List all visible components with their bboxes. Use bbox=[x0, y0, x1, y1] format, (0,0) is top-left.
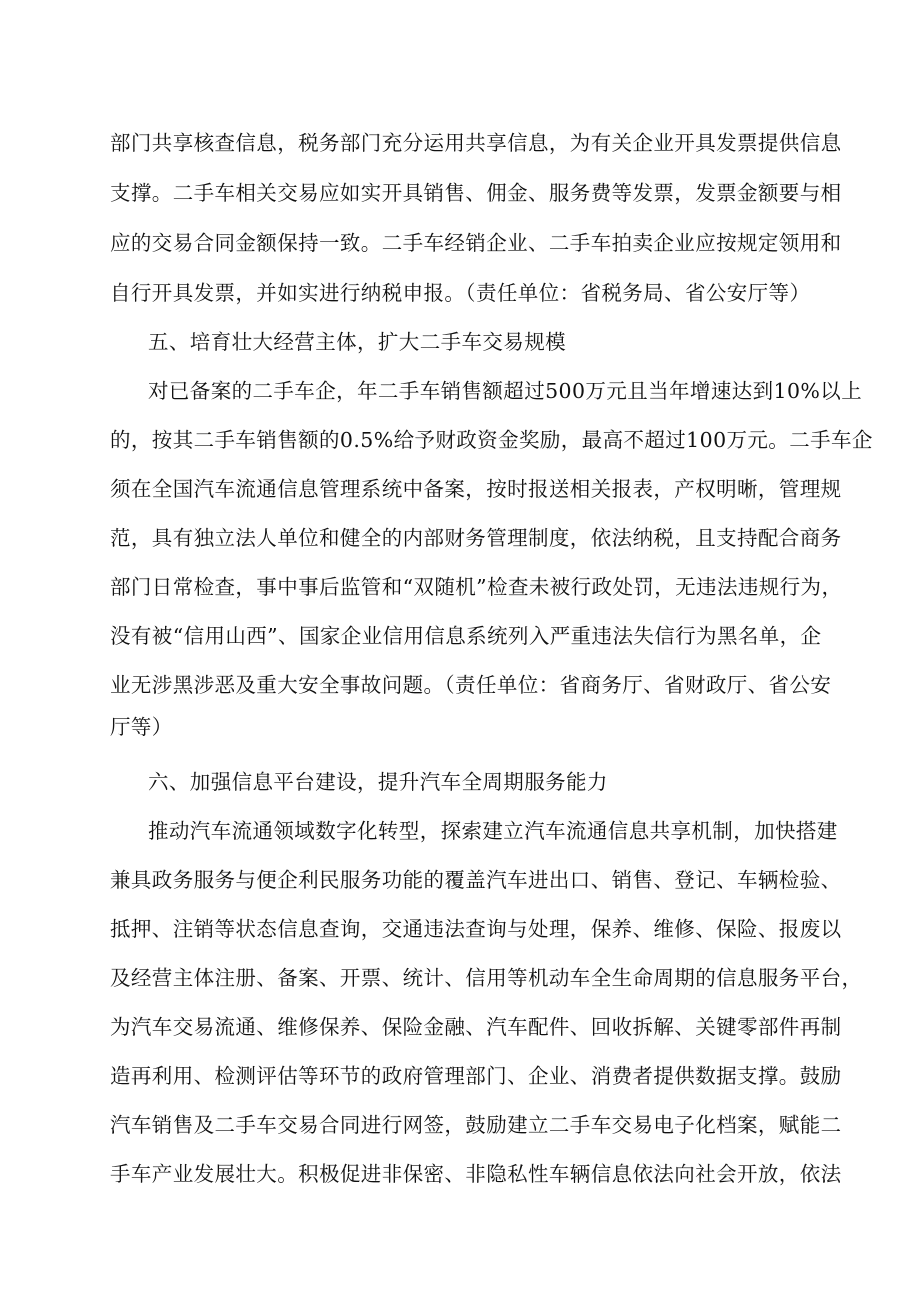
paragraph-2-line-2: 的，按其二手车销售额的0.5%给予财政资金奖励，最高不超过100万元。二手车企 bbox=[110, 428, 873, 452]
paragraph-2-line-8: 厅等） bbox=[110, 715, 173, 739]
paragraph-2-line-4: 范，具有独立法人单位和健全的内部财务管理制度，依法纳税，且支持配合商务 bbox=[110, 526, 842, 550]
paragraph-3-line-6: 造再利用、检测评估等环节的政府管理部门、企业、消费者提供数据支撑。鼓励 bbox=[110, 1064, 842, 1088]
paragraph-3-line-8: 手车产业发展壮大。积极促进非保密、非隐私性车辆信息依法向社会开放，依法 bbox=[110, 1162, 842, 1186]
section-heading-5: 五、培育壮大经营主体，扩大二手车交易规模 bbox=[148, 330, 566, 354]
paragraph-2-line-6: 没有被“信用山西”、国家企业信用信息系统列入严重违法失信行为黑名单，企 bbox=[110, 624, 822, 648]
paragraph-2-line-1: 对已备案的二手车企，年二手车销售额超过500万元且当年增速达到10%以上 bbox=[148, 379, 863, 403]
paragraph-2-line-3: 须在全国汽车流通信息管理系统中备案，按时报送相关报表，产权明晰，管理规 bbox=[110, 477, 842, 501]
paragraph-3-line-7: 汽车销售及二手车交易合同进行网签，鼓励建立二手车交易电子化档案，赋能二 bbox=[110, 1113, 842, 1137]
paragraph-2-line-5: 部门日常检查，事中事后监管和“双随机”检查未被行政处罚，无违法违规行为， bbox=[110, 575, 843, 599]
paragraph-2-line-7: 业无涉黑涉恶及重大安全事故问题。（责任单位：省商务厅、省财政厅、省公安 bbox=[110, 673, 832, 697]
paragraph-3-line-3: 抵押、注销等状态信息查询，交通违法查询与处理，保养、维修、保险、报废以 bbox=[110, 917, 842, 941]
paragraph-1-line-3: 应的交易合同金额保持一致。二手车经销企业、二手车拍卖企业应按规定领用和 bbox=[110, 231, 842, 255]
paragraph-1-line-2: 支撑。二手车相关交易应如实开具销售、佣金、服务费等发票，发票金额要与相 bbox=[110, 181, 842, 205]
paragraph-3-line-2: 兼具政务服务与便企利民服务功能的覆盖汽车进出口、销售、登记、车辆检验、 bbox=[110, 868, 842, 892]
paragraph-3-line-4: 及经营主体注册、备案、开票、统计、信用等机动车全生命周期的信息服务平台， bbox=[110, 966, 863, 990]
section-heading-6: 六、加强信息平台建设，提升汽车全周期服务能力 bbox=[148, 770, 608, 794]
paragraph-3-line-5: 为汽车交易流通、维修保养、保险金融、汽车配件、回收拆解、关键零部件再制 bbox=[110, 1015, 842, 1039]
paragraph-1-line-1: 部门共享核查信息，税务部门充分运用共享信息，为有关企业开具发票提供信息 bbox=[110, 131, 842, 155]
paragraph-1-line-4: 自行开具发票，并如实进行纳税申报。（责任单位：省税务局、省公安厅等） bbox=[110, 281, 811, 305]
paragraph-3-line-1: 推动汽车流通领域数字化转型，探索建立汽车流通信息共享机制，加快搭建 bbox=[148, 819, 838, 843]
